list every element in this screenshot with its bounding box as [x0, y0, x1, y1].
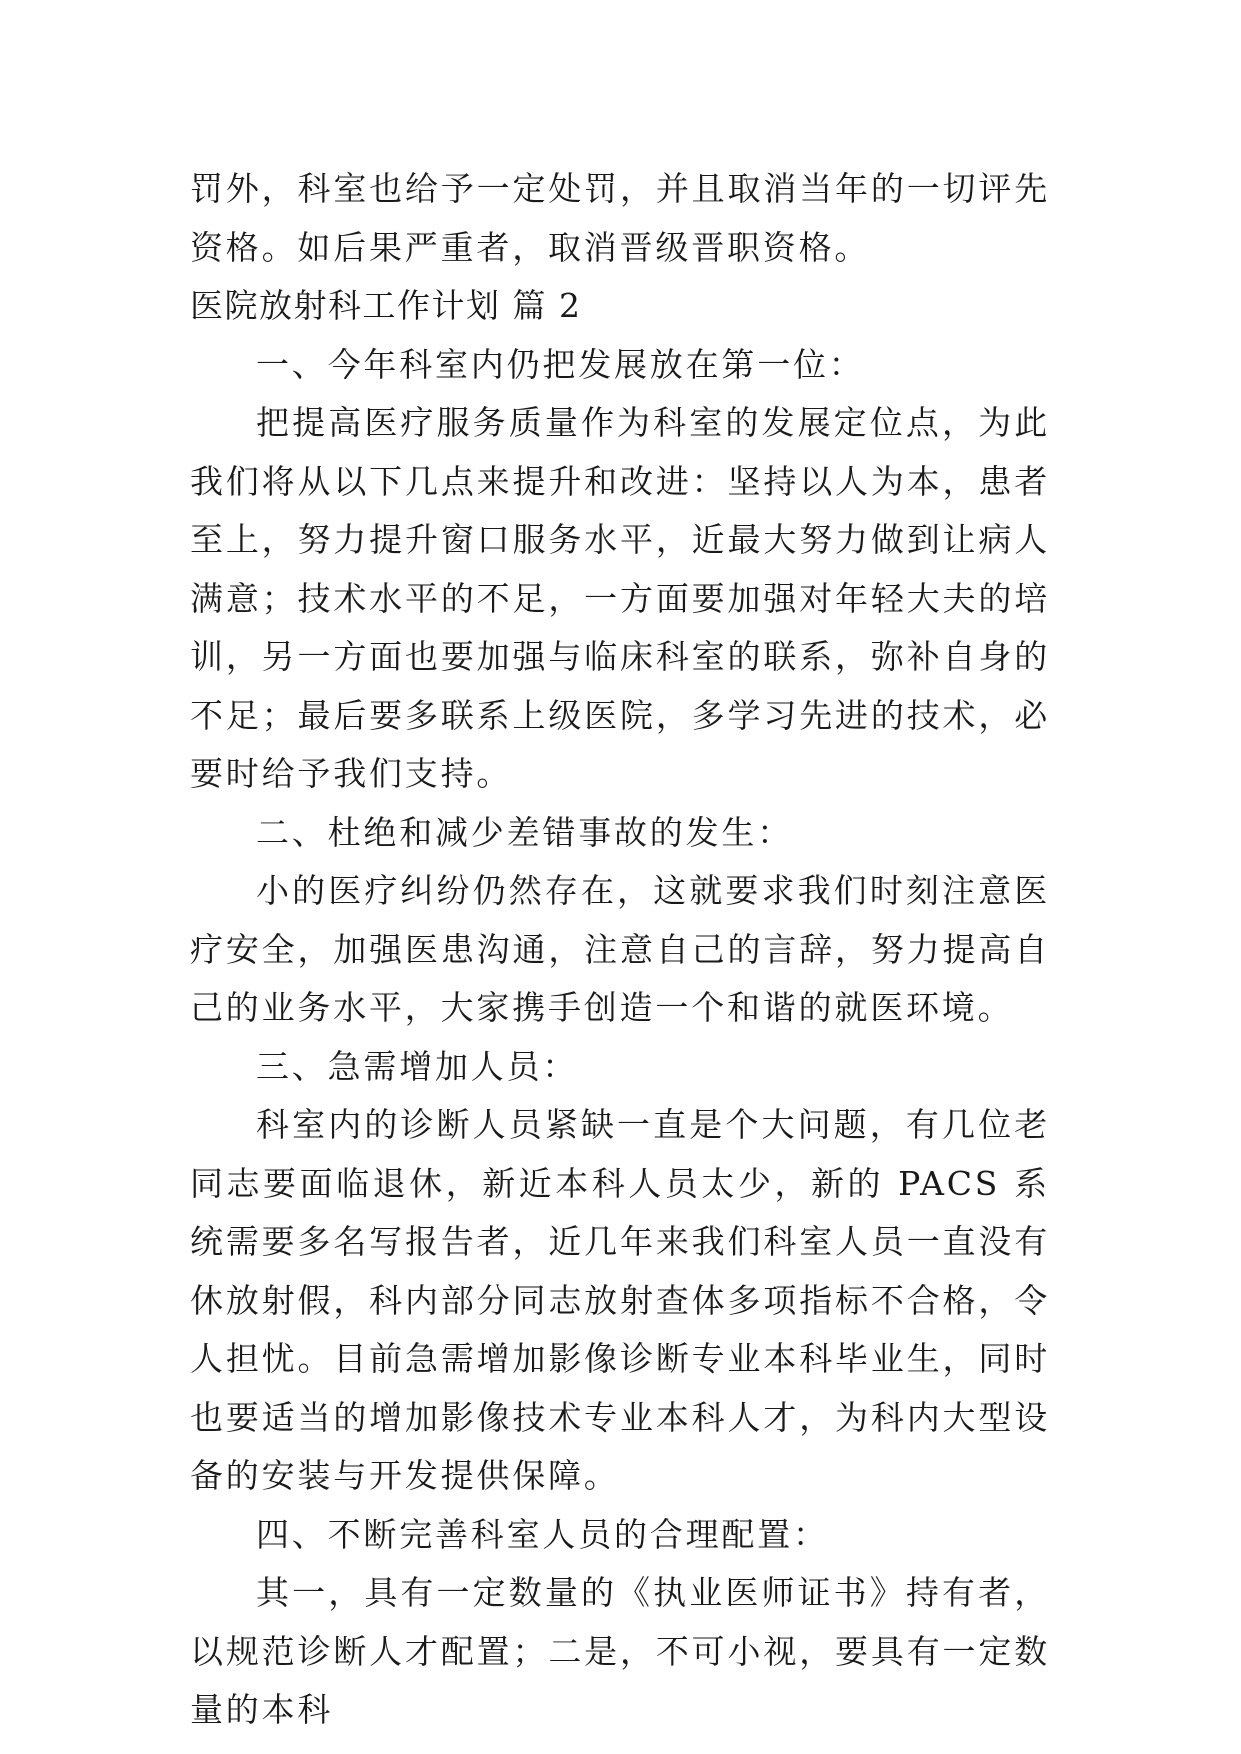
heading-3: 三、急需增加人员：: [256, 1046, 579, 1086]
paragraph-2: 小的医疗纠纷仍然存在，这就要求我们时刻注意医疗安全，加强医患沟通，注意自己的言辞，努力提高自己的业务水平，大家携手创造一个和谐的就医环境。: [190, 871, 1050, 1027]
heading-1: 一、今年科室内仍把发展放在第一位：: [256, 344, 865, 384]
paragraph-1: 把提高医疗服务质量作为科室的发展定位点，为此我们将从以下几点来提升和改进：坚持以人为本，患者至上，努力提升窗口服务水平，近最大努力做到让病人满意；技术水平的不足，一方面要加强对年轻大夫的培训，另一方面也要加强与临床科室的联系，弥补自身的不足；最后要多联系上级医院，多学习先进的技术，必要时给予我们支持。: [190, 403, 1050, 793]
paragraph-3: 科室内的诊断人员紧缺一直是个大问题，有几位老同志要面临退休，新近本科人员太少，新的 PACS 系统需要多名写报告者，近几年来我们科室人员一直没有休放射假，科内部分同志放射查体多项指标不合格，令人担忧。目前急需增加影像诊断专业本科毕业生，同时也要适当的增加影像技术专业本科人才，为科内大型设备的安装与开发提供保障。: [190, 1105, 1050, 1495]
section-title: 医院放射科工作计划 篇 2: [190, 286, 582, 325]
heading-2: 二、杜绝和减少差错事故的发生：: [256, 812, 793, 852]
document-body: [190, 160, 1050, 1740]
heading-4: 四、不断完善科室人员的合理配置：: [256, 1514, 829, 1554]
paragraph-continuation: 罚外，科室也给予一定处罚，并且取消当年的一切评先资格。如后果严重者，取消晋级晋职资格。: [190, 169, 1050, 267]
paragraph-4: 其一，具有一定数量的《执业医师证书》持有者，以规范诊断人才配置；二是，不可小视，要具有一定数量的本科: [190, 1573, 1050, 1729]
